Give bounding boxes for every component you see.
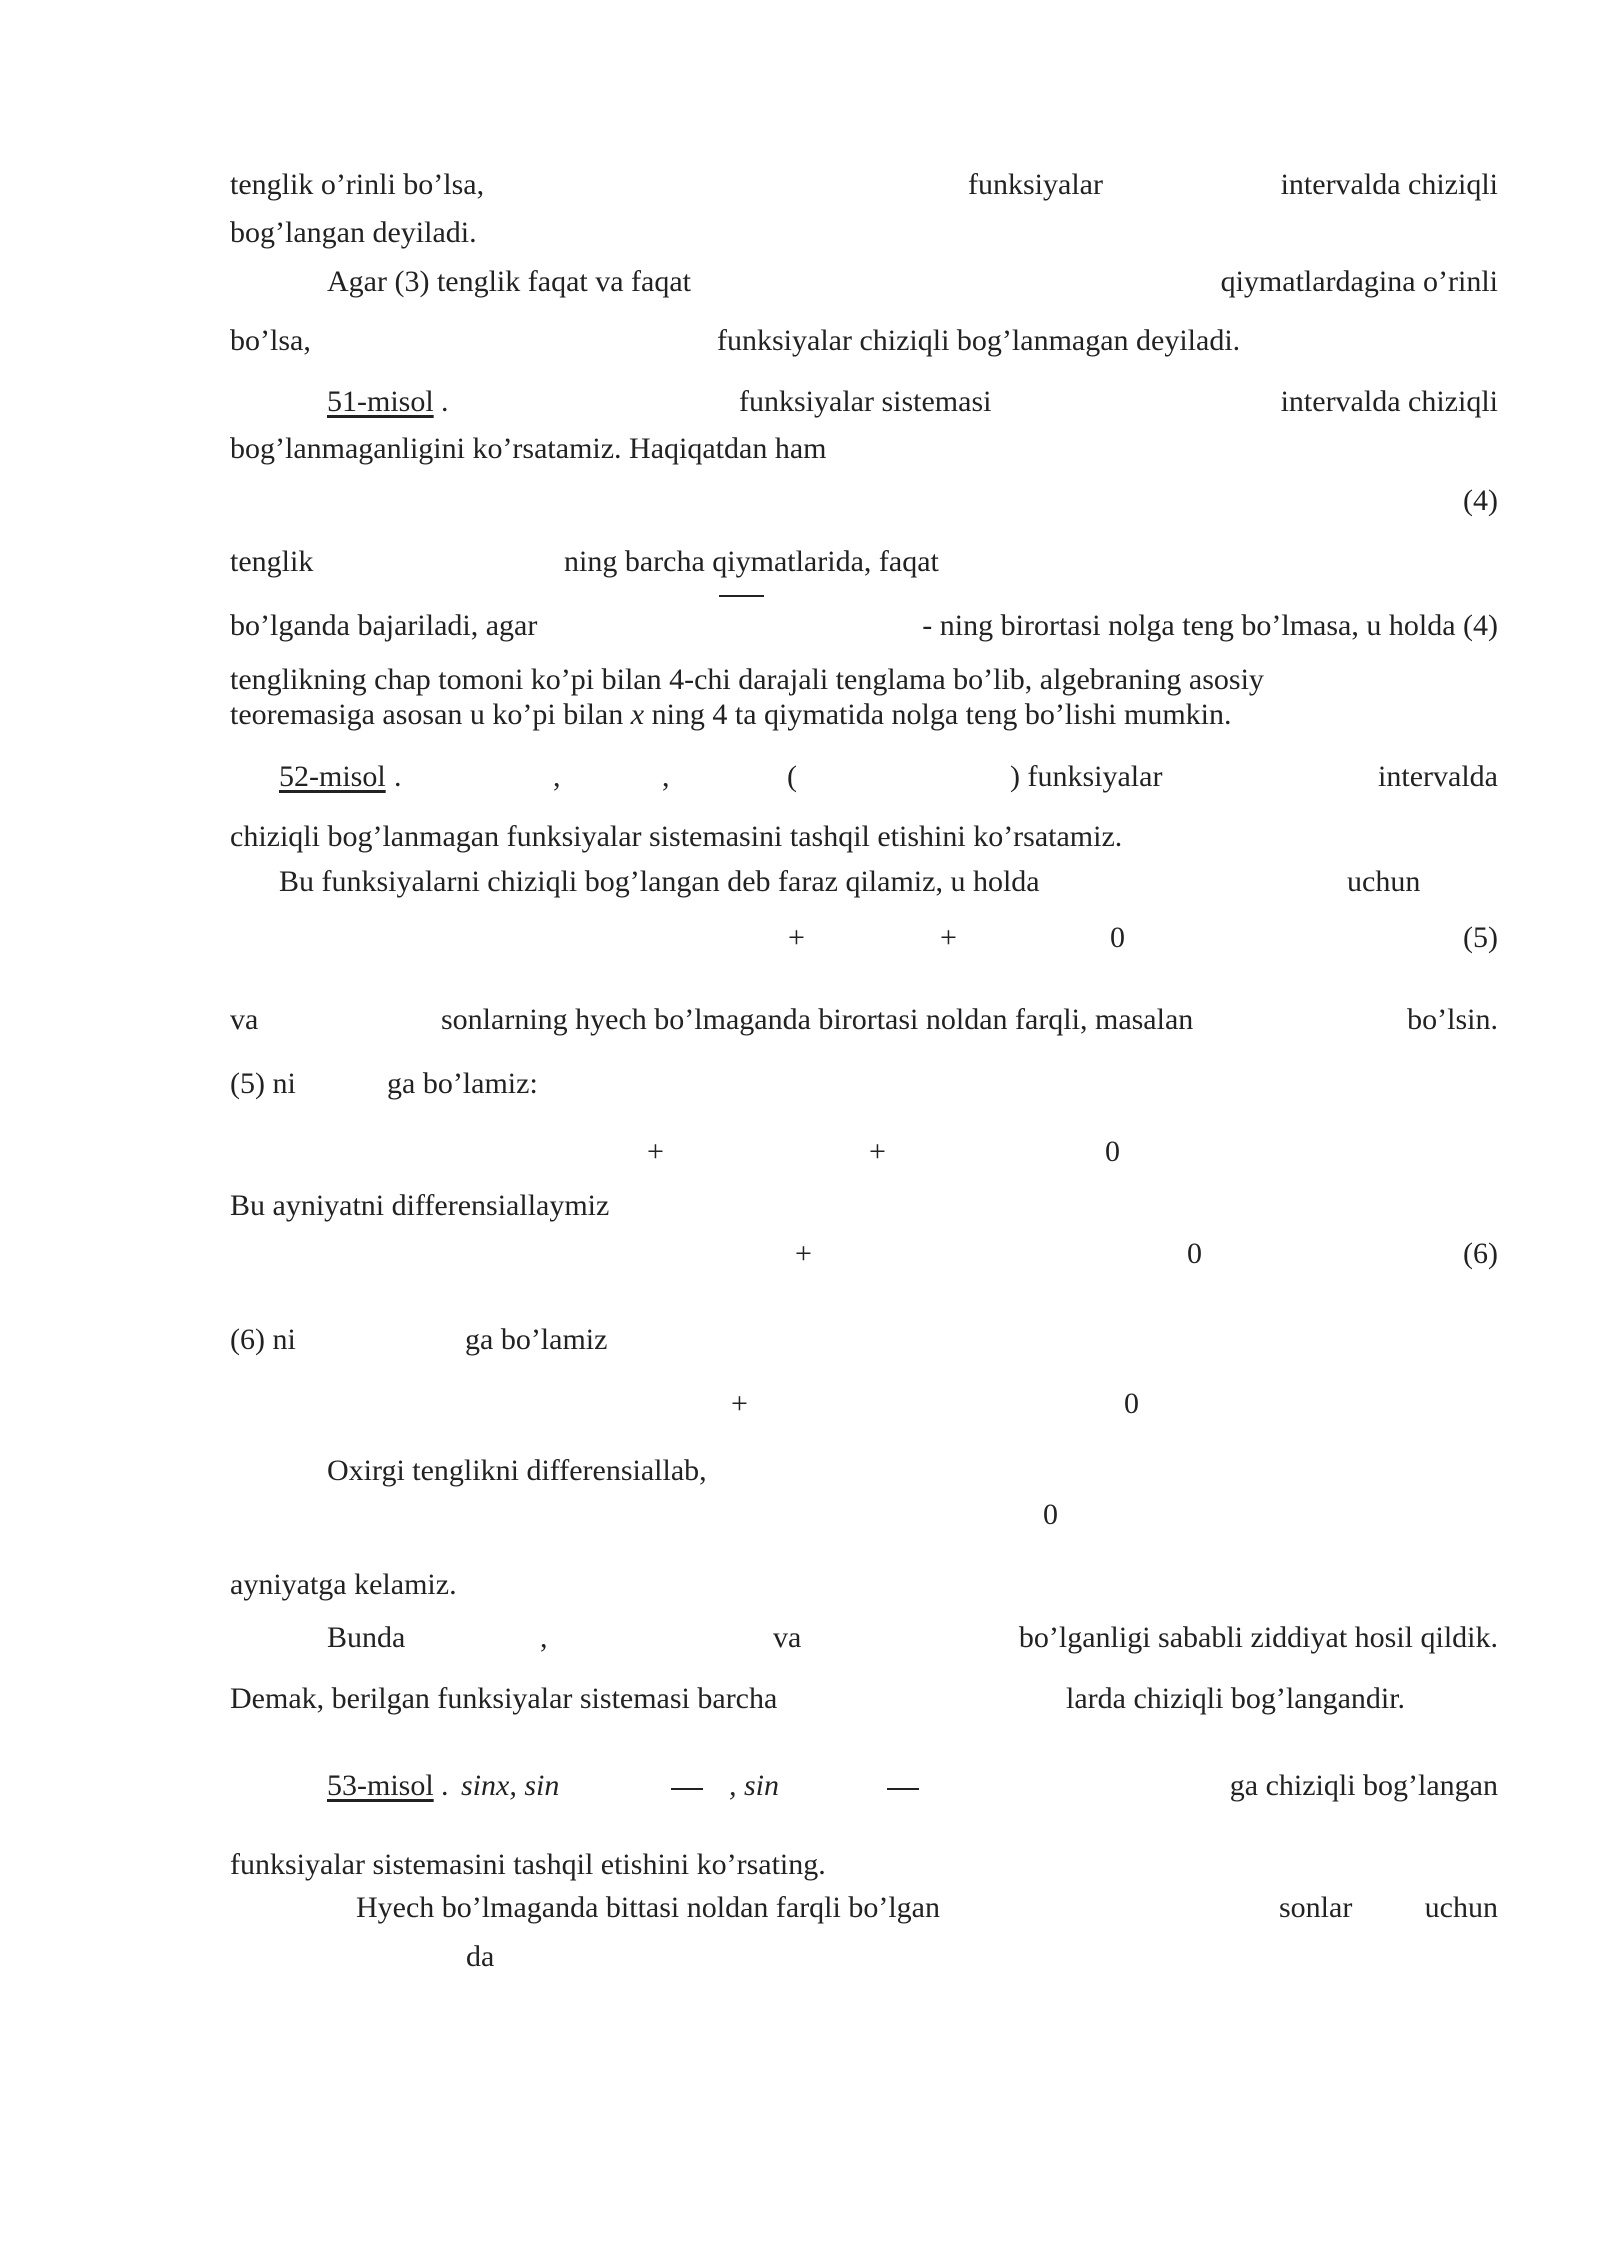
plus-sign: + — [940, 921, 957, 954]
text-line: funksiyalar — [968, 168, 1103, 201]
text-line: funksiyalar sistemasi — [739, 385, 992, 418]
text-line: Bu ayniyatni differensiallaymiz — [230, 1189, 610, 1222]
zero: 0 — [1105, 1135, 1120, 1168]
text-line: intervalda — [1378, 760, 1498, 793]
punctuation: . — [441, 385, 449, 418]
zero: 0 — [1043, 1498, 1058, 1531]
equation-number: (4) — [1463, 484, 1498, 517]
text-line: qiymatlardagina o’rinli — [1220, 265, 1498, 298]
text-line: tenglik o’rinli bo’lsa, — [230, 168, 485, 201]
example-label: 53-misol — [327, 1769, 434, 1802]
text-line: ga bo’lamiz: — [387, 1067, 538, 1100]
plus-sign: + — [788, 921, 805, 954]
text-line: va — [773, 1621, 802, 1654]
plus-sign: + — [795, 1237, 812, 1270]
text-line: teoremasiga asosan u ko’pi bilan x ning 4 ta qiymatida nolga teng bo’lishi mumkin. — [230, 698, 1232, 731]
text-line: Bunda — [327, 1621, 406, 1654]
text-line: ) funksiyalar — [1010, 760, 1163, 793]
punctuation: , — [662, 760, 670, 793]
text-line: chiziqli bog’lanmagan funksiyalar sistemasini tashqil etishini ko’rsatamiz. — [230, 820, 1123, 853]
text-line: sonlar — [1279, 1891, 1353, 1924]
text-line: Hyech bo’lmaganda bittasi noldan farqli bo’lgan — [356, 1891, 940, 1924]
math-text: , sin — [729, 1769, 780, 1802]
text-line: Bu funksiyalarni chiziqli bog’langan deb faraz qilamiz, u holda — [279, 865, 1040, 898]
equation-number: (5) — [1463, 921, 1498, 954]
text-line: bo’lganligi sababli ziddiyat hosil qildik. — [1018, 1621, 1498, 1654]
text-line: tenglik — [230, 545, 314, 578]
text-line: (5) ni — [230, 1067, 296, 1100]
example-label: 51-misol — [327, 385, 434, 418]
text-line: uchun — [1424, 1891, 1498, 1924]
text-line: bo’lganda bajariladi, agar — [230, 609, 538, 642]
plus-sign: + — [869, 1135, 886, 1168]
zero: 0 — [1187, 1237, 1202, 1270]
text-line: intervalda chiziqli — [1280, 385, 1498, 418]
text-line: ning barcha qiymatlarida, faqat — [564, 545, 939, 578]
text-line: da — [466, 1940, 495, 1973]
text-line: - ning birortasi nolga teng bo’lmasa, u holda (4) — [922, 609, 1498, 642]
text-line: Demak, berilgan funksiyalar sistemasi barcha — [230, 1682, 778, 1715]
math-text: sinx, sin — [461, 1769, 560, 1802]
text-line: ga bo’lamiz — [465, 1323, 608, 1356]
text-line: ayniyatga kelamiz. — [230, 1568, 457, 1601]
punctuation: . — [441, 1769, 449, 1802]
text-line: uchun — [1347, 865, 1421, 898]
overline-mark — [719, 595, 764, 597]
fraction-bar — [671, 1788, 703, 1790]
text-line: larda chiziqli bog’langandir. — [1066, 1682, 1406, 1715]
text-line: intervalda chiziqli — [1280, 168, 1498, 201]
text-line: bog’lanmaganligini ko’rsatamiz. Haqiqatdan ham — [230, 432, 827, 465]
text-line: funksiyalar chiziqli bog’lanmagan deyiladi. — [717, 324, 1241, 357]
text-line: Agar (3) tenglik faqat va faqat — [327, 265, 691, 298]
zero: 0 — [1110, 921, 1125, 954]
plus-sign: + — [731, 1387, 748, 1420]
text-line: va — [230, 1003, 259, 1036]
text-line: Oxirgi tenglikni differensiallab, — [327, 1454, 707, 1487]
text-line: funksiyalar sistemasini tashqil etishini ko’rsating. — [230, 1848, 826, 1881]
text-line: ga chiziqli bog’langan — [1229, 1769, 1498, 1802]
zero: 0 — [1124, 1387, 1139, 1420]
punctuation: , — [540, 1621, 548, 1654]
punctuation: ( — [787, 760, 797, 793]
example-label: 52-misol — [279, 760, 386, 793]
text-line: bog’langan deyiladi. — [230, 216, 477, 249]
text-line: bo’lsa, — [230, 324, 311, 357]
punctuation: , — [553, 760, 561, 793]
equation-number: (6) — [1463, 1237, 1498, 1270]
text-line: bo’lsin. — [1407, 1003, 1498, 1036]
text-line: sonlarning hyech bo’lmaganda birortasi noldan farqli, masalan — [441, 1003, 1194, 1036]
plus-sign: + — [647, 1135, 664, 1168]
text-line: tenglikning chap tomoni ko’pi bilan 4-chi darajali tenglama bo’lib, algebraning asosiy — [230, 663, 1264, 696]
punctuation: . — [394, 760, 402, 793]
text-line: (6) ni — [230, 1323, 296, 1356]
fraction-bar — [887, 1788, 919, 1790]
